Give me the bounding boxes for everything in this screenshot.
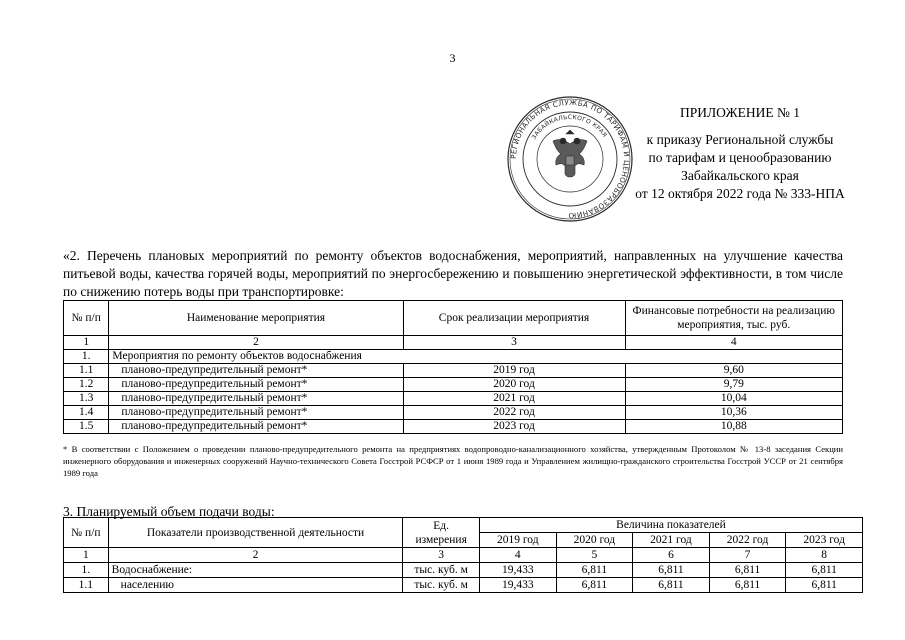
measure-term: 2022 год	[403, 406, 625, 420]
eagle-emblem-icon	[553, 130, 587, 177]
measure-term: 2019 год	[403, 364, 625, 378]
col-number-cell: 8	[786, 548, 863, 563]
footnote: * В соответствии с Положением о проведении планово-предупредительного ремонта на предприятиях водопроводно-канализационного хозяйства, утвержденным Протоколом № 13-8 заседания Секции инженерного оборудования и инженерных сооружений Научно-технического Совета Госстрой РСФСР от 1 июня 1989 года и Управлением жилищно-гражданского строительства Госстрой УССР от 21 сентября 1989 года	[63, 444, 843, 478]
appendix-line: к приказу Региональной службы	[646, 132, 834, 147]
appendix-line: по тарифам и ценообразованию	[648, 150, 832, 165]
col-number-cell: 7	[709, 548, 786, 563]
header-cell: Ед. измерения	[403, 518, 480, 548]
table-row	[64, 378, 843, 392]
page-number: 3	[449, 51, 456, 65]
header-cell: Финансовые потребности на реализацию мероприятия, тыс. руб.	[625, 301, 843, 336]
header-cell: Наименование мероприятия	[109, 301, 403, 336]
indicator-name: Водоснабжение:	[108, 563, 403, 578]
header-cell: Показатели производственной деятельности	[108, 518, 403, 548]
header-cell: Величина показателей	[479, 518, 862, 533]
water-supply-volume-table	[63, 517, 863, 593]
appendix-line: Забайкальского края	[681, 168, 799, 183]
table-row	[64, 406, 843, 420]
col-number-cell: 3	[403, 548, 480, 563]
unit-cell: тыс. куб. м	[403, 578, 480, 593]
measure-term: 2023 год	[403, 420, 625, 434]
col-number-cell: 1	[64, 548, 109, 563]
repair-measures-table	[63, 300, 843, 434]
section3-title: 3. Планируемый объем подачи воды:	[63, 504, 275, 519]
row-number: 1.	[64, 350, 109, 364]
measure-name: планово-предупредительный ремонт*	[109, 420, 403, 434]
measure-name: планово-предупредительный ремонт*	[109, 392, 403, 406]
table-row	[64, 392, 843, 406]
measure-cost: 10,36	[625, 406, 843, 420]
header-cell: Срок реализации мероприятия	[403, 301, 625, 336]
year-header: 2023 год	[786, 533, 863, 548]
col-number-cell: 1	[64, 336, 109, 350]
measure-name: планово-предупредительный ремонт*	[109, 378, 403, 392]
group-name: Мероприятия по ремонту объектов водоснабжения	[109, 350, 843, 364]
measure-cost: 10,04	[625, 392, 843, 406]
unit-cell: тыс. куб. м	[403, 563, 480, 578]
col-number-cell: 3	[403, 336, 625, 350]
row-number: 1.1	[64, 364, 109, 378]
col-number-cell: 2	[108, 548, 403, 563]
year-header: 2019 год	[479, 533, 556, 548]
value-cell: 6,811	[786, 578, 863, 593]
indicator-name: населению	[108, 578, 403, 593]
measure-cost: 9,79	[625, 378, 843, 392]
measure-name: планово-предупредительный ремонт*	[109, 364, 403, 378]
header-cell: № п/п	[64, 301, 109, 336]
measure-name: планово-предупредительный ремонт*	[109, 406, 403, 420]
value-cell: 19,433	[479, 563, 556, 578]
measure-term: 2021 год	[403, 392, 625, 406]
table-row	[64, 420, 843, 434]
table-row	[64, 563, 863, 578]
year-header: 2021 год	[633, 533, 710, 548]
col-number-cell: 5	[556, 548, 633, 563]
row-number: 1.1	[64, 578, 109, 593]
measure-term: 2020 год	[403, 378, 625, 392]
row-number: 1.3	[64, 392, 109, 406]
value-cell: 6,811	[556, 578, 633, 593]
col-number-cell: 4	[625, 336, 843, 350]
value-cell: 19,433	[479, 578, 556, 593]
value-cell: 6,811	[633, 578, 710, 593]
appendix-title: ПРИЛОЖЕНИЕ № 1	[679, 105, 801, 120]
value-cell: 6,811	[709, 563, 786, 578]
col-number-cell: 2	[109, 336, 403, 350]
appendix-line: от 12 октября 2022 года № 333-НПА	[635, 186, 845, 201]
section2-intro: «2. Перечень плановых мероприятий по ремонту объектов водоснабжения, мероприятий, направленных на улучшение качества питьевой воды, качества горячей воды, мероприятий по энергосбережению и повышению энергетической эффективности, в том числе по снижению потерь воды при транспортировке:	[63, 248, 843, 299]
row-number: 1.5	[64, 420, 109, 434]
row-number: 1.	[64, 563, 109, 578]
seal-outer-text: РЕГИОНАЛЬНАЯ СЛУЖБА ПО ТАРИФАМ И ЦЕНООБРАЗОВАНИЮ	[508, 97, 632, 221]
col-number-cell: 6	[633, 548, 710, 563]
table-row	[64, 578, 863, 593]
header-cell: № п/п	[64, 518, 109, 548]
year-header: 2020 год	[556, 533, 633, 548]
measure-cost: 10,88	[625, 420, 843, 434]
table-row	[64, 350, 843, 364]
row-number: 1.2	[64, 378, 109, 392]
measure-cost: 9,60	[625, 364, 843, 378]
value-cell: 6,811	[633, 563, 710, 578]
appendix-header	[590, 104, 890, 203]
value-cell: 6,811	[556, 563, 633, 578]
seal-inner-text: ЗАБАЙКАЛЬСКОГО КРАЯ	[530, 113, 609, 141]
year-header: 2022 год	[709, 533, 786, 548]
row-number: 1.4	[64, 406, 109, 420]
value-cell: 6,811	[709, 578, 786, 593]
value-cell: 6,811	[786, 563, 863, 578]
table-row	[64, 364, 843, 378]
col-number-cell: 4	[479, 548, 556, 563]
